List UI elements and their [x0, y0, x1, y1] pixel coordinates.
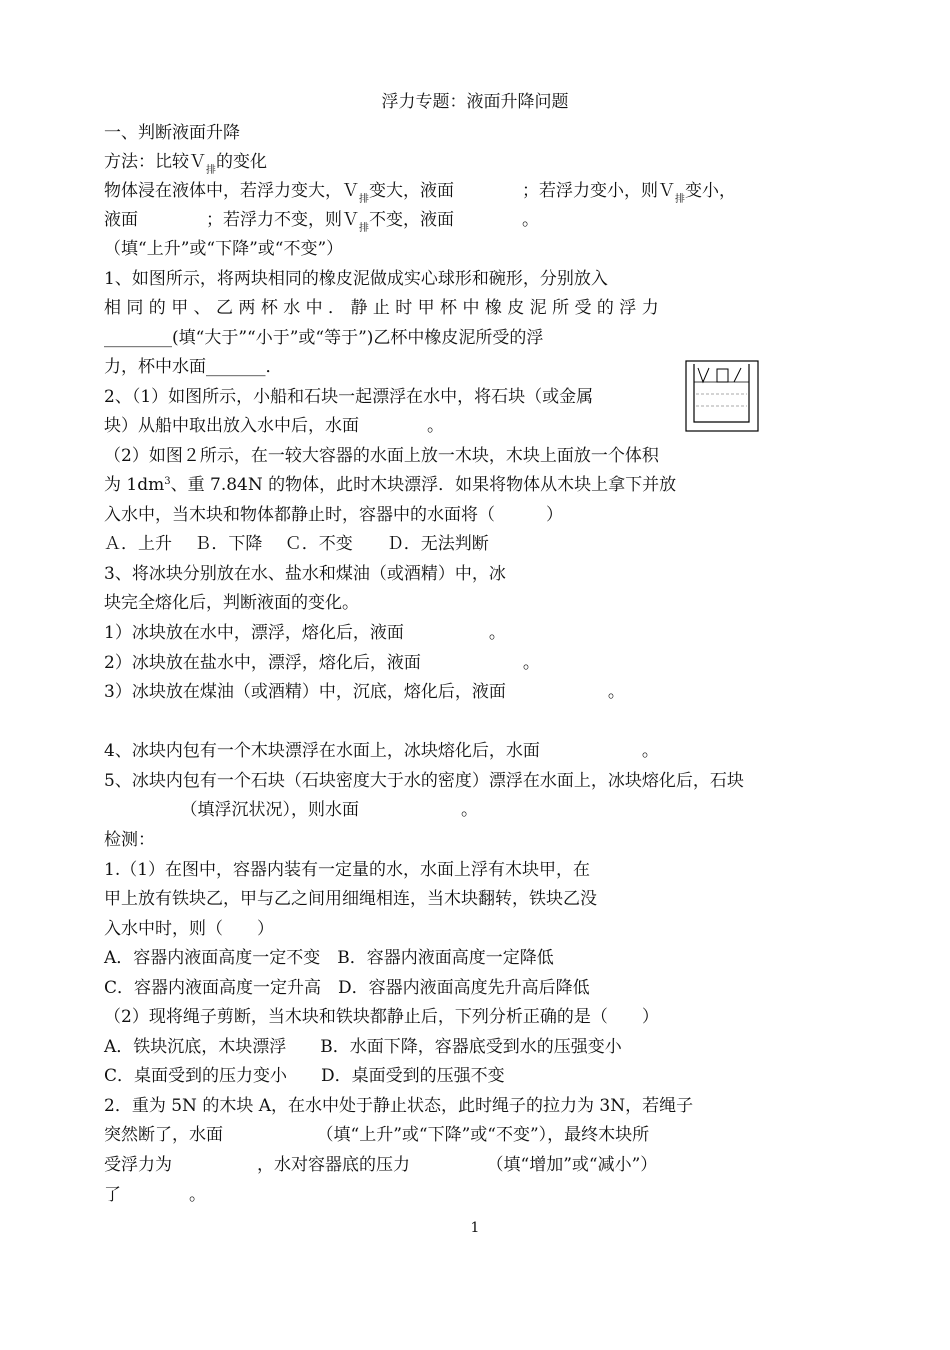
text: 的变化 [216, 152, 267, 172]
question-3-line: 块完全熔化后，判断液面的变化。 [104, 593, 359, 613]
question-2-part2-line [104, 475, 676, 498]
page-title: 浮力专题：液面升降问题 [381, 92, 569, 112]
test-1-line: 入水中时，则（ ） [104, 919, 274, 939]
test-1-part2-option: A．铁块沉底，木块漂浮 B．水面下降，容器底受到水的压强变小 [104, 1037, 622, 1057]
fill-hint: （填“上升”或“下降”或“不变”） [104, 239, 344, 259]
test-1-option: A．容器内液面高度一定不变 B．容器内液面高度一定降低 [104, 948, 554, 968]
answer-options: Ａ．上升 Ｂ．下降 Ｃ．不变 Ｄ．无法判断 [104, 534, 489, 554]
text: 、重 7.84N 的物体，此时木块漂浮．如果将物体从木块上拿下并放 [170, 475, 677, 495]
question-3-line: 3、将冰块分别放在水、盐水和煤油（或酒精）中，冰 [104, 564, 506, 584]
question-1-line: ________(填“大于”“小于”或“等于”)乙杯中橡皮泥所受的浮 [104, 328, 544, 348]
question-2-line: 块）从船中取出放入水中后，水面 。 [104, 416, 444, 436]
test-1-option: C．容器内液面高度一定升高 D．容器内液面高度先升高后降低 [104, 978, 590, 998]
question-4-line: 4、冰块内包有一个木块漂浮在水面上，冰块熔化后，水面 。 [104, 741, 659, 761]
test-2-line: 突然断了，水面 （填“上升”或“下降”或“不变”），最终木块所 [104, 1125, 650, 1145]
question-2-part2-line: 入水中，当木块和物体都静止时，容器中的水面将（ ） [104, 505, 563, 525]
text: 方法：比较Ｖ [104, 152, 206, 172]
question-5-line: （填浮沉状况），则水面 。 [104, 800, 478, 820]
question-3-item: 2）冰块放在盐水中，漂浮，熔化后，液面 。 [104, 653, 540, 673]
text: 液面 ；若浮力不变，则Ｖ [104, 210, 359, 230]
test-2-line: 受浮力为 ，水对容器底的压力 （填“增加”或“减小”） [104, 1155, 658, 1175]
test-1-part2-option: C．桌面受到的压力变小 D．桌面受到的压强不变 [104, 1066, 505, 1086]
page-number: 1 [470, 1220, 480, 1236]
question-3-item: 3）冰块放在煤油（或酒精）中，沉底，熔化后，液面 。 [104, 682, 625, 702]
test-1-line: 甲上放有铁块乙，甲与乙之间用细绳相连，当木块翻转，铁块乙没 [104, 889, 597, 909]
section-heading: 一、判断液面升降 [104, 123, 240, 143]
method-line [104, 152, 267, 175]
subscript: 排 [359, 223, 369, 234]
subscript: 排 [359, 194, 369, 205]
rule-line-2 [104, 210, 539, 233]
test-heading: 检测： [104, 830, 155, 850]
question-2-line: 2、（1）如图所示，小船和石块一起漂浮在水中，将石块（或金属 [104, 387, 594, 407]
text: 不变，液面 。 [369, 210, 539, 230]
test-2-line: 了 。 [104, 1185, 206, 1205]
subscript: 排 [206, 165, 216, 176]
text: 变小， [685, 181, 736, 201]
text: 变大，液面 ；若浮力变小，则Ｖ [369, 181, 675, 201]
question-2-part2-line: （2）如图２所示，在一较大容器的水面上放一木块，木块上面放一个体积 [104, 446, 659, 466]
rule-line-1 [104, 181, 736, 204]
test-2-line: 2．重为 5N 的木块 A，在水中处于静止状态，此时绳子的拉力为 3N，若绳子 [104, 1096, 694, 1116]
question-5-line: 5、冰块内包有一个石块（石块密度大于水的密度）漂浮在水面上，冰块熔化后，石块 [104, 771, 744, 791]
text: 为 1dm [104, 475, 165, 495]
test-1-part2-line: （2）现将绳子剪断，当木块和铁块都静止后，下列分析正确的是（ ） [104, 1007, 659, 1027]
superscript: 3 [164, 476, 171, 487]
question-3-item: 1）冰块放在水中，漂浮，熔化后，液面 。 [104, 623, 506, 643]
subscript: 排 [675, 194, 685, 205]
question-1-line: 力，杯中水面_______． [104, 357, 283, 377]
text: 物体浸在液体中，若浮力变大，Ｖ [104, 181, 359, 201]
question-1-line: 相 同 的 甲 、 乙 两 杯 水 中 ． 静 止 时 甲 杯 中 橡 皮 泥 所 受 的 浮 力 [104, 298, 659, 318]
question-1-line: 1、如图所示，将两块相同的橡皮泥做成实心球形和碗形，分别放入 [104, 269, 608, 289]
test-1-line: 1.（1）在图中，容器内装有一定量的水，水面上浮有木块甲，在 [104, 860, 591, 880]
container-figure [685, 360, 759, 432]
